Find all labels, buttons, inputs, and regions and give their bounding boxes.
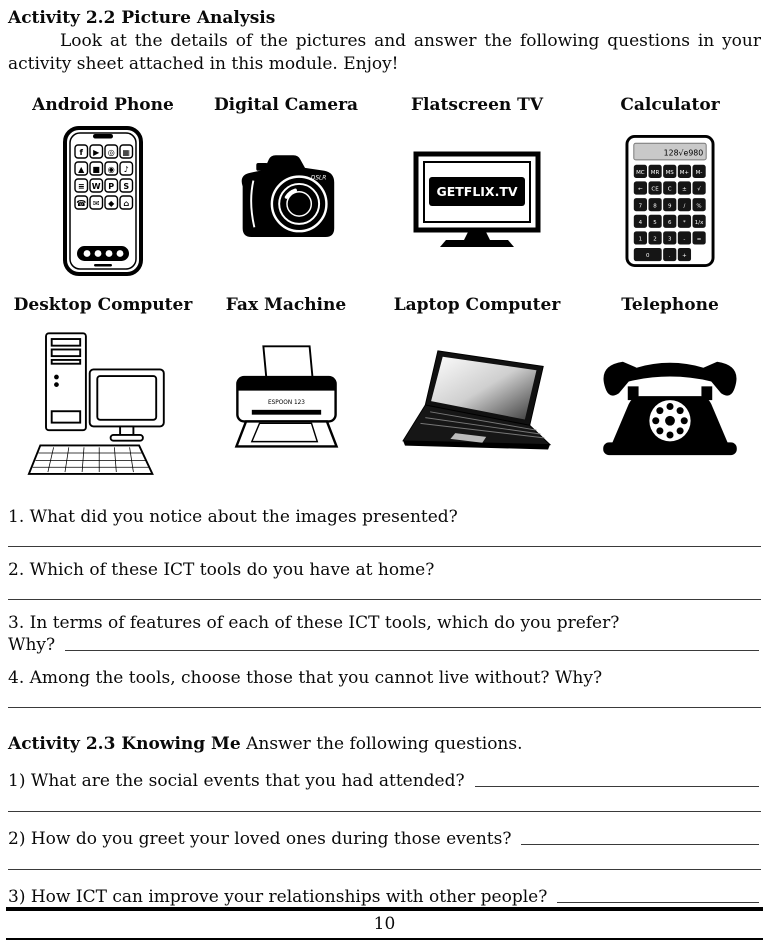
svg-text:6: 6 — [667, 219, 672, 226]
question-3-why: Why? — [8, 634, 56, 655]
question-3: 3. In terms of features of each of these ICT tools, which do you prefer? — [8, 612, 620, 633]
answer-line-3 — [65, 650, 759, 651]
activity-2-3-title — [8, 734, 761, 754]
svg-text:⌂: ⌂ — [123, 198, 130, 208]
question-4: 4. Among the tools, choose those that you cannot live without? Why? — [8, 667, 603, 688]
question-1: 1. What did you notice about the images presented? — [8, 506, 458, 527]
svg-text:CE: CE — [651, 186, 659, 193]
svg-text:♪: ♪ — [123, 164, 129, 174]
svg-text:W: W — [91, 181, 101, 191]
svg-text:≡: ≡ — [77, 181, 85, 191]
device-cell-digital-camera — [198, 91, 374, 281]
svg-text:C: C — [667, 186, 672, 193]
svg-text:3: 3 — [667, 236, 672, 243]
svg-text:7: 7 — [638, 203, 643, 210]
device-cell-telephone — [580, 281, 760, 491]
svg-text:9: 9 — [667, 203, 672, 210]
svg-text:MC: MC — [636, 169, 645, 176]
activity-2-2-questions — [8, 507, 761, 708]
android-phone-label: Android Phone — [32, 94, 174, 115]
svg-text:0: 0 — [645, 253, 650, 260]
svg-text:MS: MS — [665, 169, 674, 176]
desktop-computer-image — [27, 326, 179, 486]
tv-screen-text: GETFLIX.TV — [436, 183, 518, 199]
svg-text:√: √ — [697, 186, 701, 193]
svg-text:☎: ☎ — [76, 198, 87, 208]
activity-2-2-title: Activity 2.2 Picture Analysis — [8, 8, 276, 28]
answer-line-k1 — [475, 786, 759, 787]
svg-text:P: P — [108, 181, 115, 191]
fax-badge-text: ESPOON 123 — [267, 399, 305, 406]
svg-text:▶: ▶ — [93, 147, 100, 157]
activity-2-3-title-bold: Activity 2.3 Knowing Me — [8, 733, 241, 754]
svg-text:▲: ▲ — [78, 164, 85, 174]
svg-text:+: + — [682, 253, 687, 260]
page-number: 10 — [373, 914, 396, 934]
calculator-display-text: 128√e980 — [663, 148, 704, 158]
svg-text:◆: ◆ — [108, 198, 115, 208]
device-grid — [8, 91, 761, 491]
svg-text:*: * — [683, 219, 686, 226]
calculator-label: Calculator — [620, 94, 720, 115]
calculator-image — [625, 132, 715, 270]
svg-text:MR: MR — [650, 169, 660, 176]
android-phone-image — [62, 126, 144, 276]
fax-machine-image — [221, 342, 351, 470]
svg-text:4: 4 — [638, 219, 643, 226]
answer-line-k2 — [521, 844, 759, 845]
svg-text:/: / — [683, 203, 686, 210]
svg-text:←: ← — [638, 186, 643, 193]
svg-text:±: ± — [682, 186, 687, 193]
answer-line-k2b — [8, 849, 761, 870]
svg-text:2: 2 — [653, 236, 657, 243]
answer-line-4 — [8, 688, 761, 708]
svg-text:=: = — [696, 236, 702, 243]
answer-line-k3 — [557, 902, 759, 903]
svg-text:◎: ◎ — [107, 147, 115, 157]
question-2: 2. Which of these ICT tools do you have at home? — [8, 559, 435, 580]
flatscreen-tv-image — [411, 151, 543, 251]
svg-text:f: f — [79, 147, 83, 157]
svg-text:▦: ▦ — [122, 147, 130, 157]
svg-text:◉: ◉ — [107, 164, 115, 174]
answer-line-1 — [8, 527, 761, 547]
svg-text:8: 8 — [653, 203, 657, 210]
device-cell-calculator — [580, 91, 760, 281]
camera-badge-text: DSLR — [310, 175, 327, 182]
telephone-image — [596, 351, 744, 461]
digital-camera-image — [230, 147, 342, 255]
svg-text:✉: ✉ — [92, 198, 100, 208]
knowing-me-question-3: 3) How ICT can improve your relationships with other people? — [8, 887, 761, 907]
laptop-computer-image — [395, 348, 560, 464]
svg-text:%: % — [696, 203, 702, 210]
svg-text:■: ■ — [92, 164, 100, 174]
laptop-computer-label: Laptop Computer — [393, 294, 561, 315]
device-cell-laptop-computer — [374, 281, 580, 491]
device-cell-flatscreen-tv — [374, 91, 580, 281]
answer-line-2 — [8, 580, 761, 600]
knowing-me-question-2: 2) How do you greet your loved ones during those events? — [8, 829, 761, 849]
flatscreen-tv-label: Flatscreen TV — [410, 94, 544, 115]
svg-text:1: 1 — [638, 236, 643, 243]
svg-text:5: 5 — [653, 219, 657, 226]
svg-text:S: S — [123, 181, 130, 191]
device-cell-desktop-computer — [8, 281, 198, 491]
device-cell-fax-machine — [198, 281, 374, 491]
svg-text:-: - — [683, 236, 686, 243]
answer-line-k1b — [8, 791, 761, 812]
knowing-me-question-1: 1) What are the social events that you had attended? — [8, 771, 761, 791]
svg-text:.: . — [668, 253, 671, 260]
activity-2-3-title-rest: Answer the following questions. — [246, 733, 523, 754]
svg-text:M+: M+ — [679, 169, 690, 176]
digital-camera-label: Digital Camera — [213, 94, 359, 115]
fax-machine-label: Fax Machine — [225, 294, 347, 315]
telephone-label: Telephone — [621, 294, 719, 315]
svg-text:M-: M- — [695, 169, 703, 176]
desktop-computer-label: Desktop Computer — [13, 294, 193, 315]
activity-2-2-intro: Look at the details of the pictures and answer the following questions in your activity sheet attached in this module. Enjoy! — [8, 31, 761, 75]
page-footer — [6, 907, 763, 940]
device-cell-android-phone — [8, 91, 198, 281]
svg-text:1/x: 1/x — [694, 219, 704, 226]
